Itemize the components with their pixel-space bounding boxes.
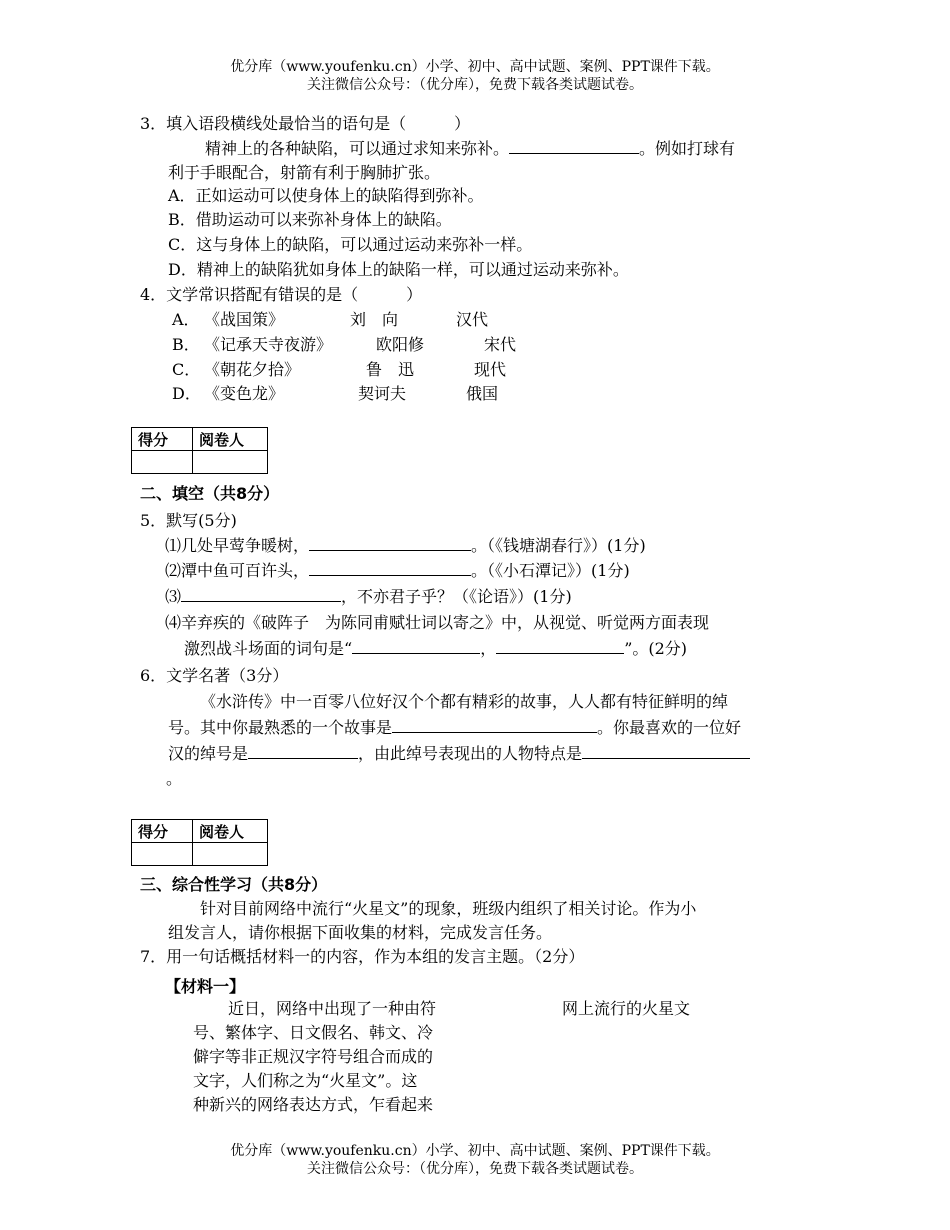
q5-line3 xyxy=(165,584,572,607)
material-1-title: 【材料一】 xyxy=(165,977,246,996)
score-cell xyxy=(132,451,193,474)
q5-line5-comma: ， xyxy=(480,639,497,658)
grader-cell xyxy=(193,451,268,474)
q5-line3-num: ⑶ xyxy=(165,587,182,606)
q5-line1 xyxy=(165,533,646,556)
q3-option-b: B．借助运动可以来弥补身体上的缺陷。 xyxy=(168,210,452,229)
q6-line2 xyxy=(168,715,741,738)
q6-blank-2 xyxy=(248,743,358,759)
grader-header: 阅卷人 xyxy=(193,820,268,843)
q6-blank-3 xyxy=(582,743,750,759)
q4-row-a-work: 《战国策》 xyxy=(204,310,285,329)
q5-line1-source: 。（《钱塘湖春行》）(1分) xyxy=(471,536,646,555)
q3-passage-line2: 利于手眼配合，射箭有利于胸肺扩张。 xyxy=(168,163,441,182)
q5-line5-text: 激烈战斗场面的词句是“ xyxy=(184,639,353,658)
score-header: 得分 xyxy=(132,428,193,451)
q3-option-c: C．这与身体上的缺陷，可以通过运动来弥补一样。 xyxy=(168,235,533,254)
q5-blank-1 xyxy=(309,535,471,551)
q5-line5-end: ”。(2分) xyxy=(624,639,688,658)
q5-line2-text: ⑵潭中鱼可百许头， xyxy=(165,561,310,580)
material-1-line-3: 僻字等非正规汉字符号组合而成的 xyxy=(193,1047,434,1066)
q4-row-d-work: 《变色龙》 xyxy=(204,384,285,403)
q6-line2-tail: 。你最喜欢的一位好 xyxy=(597,718,742,737)
q4-row-a-era: 汉代 xyxy=(456,310,489,329)
q6-line2-text: 号。其中你最熟悉的一个故事是 xyxy=(168,718,393,737)
q4-row-c-era: 现代 xyxy=(474,360,507,379)
grader-cell xyxy=(193,843,268,866)
score-table-1 xyxy=(131,427,268,474)
q6-line3 xyxy=(168,741,750,764)
score-table-2 xyxy=(131,819,268,866)
q4-row-a-letter: A． xyxy=(172,310,200,329)
q3-stem: 3．填入语段横线处最恰当的语句是（ ） xyxy=(140,114,471,133)
q6-stem: 6．文学名著（3分） xyxy=(140,666,289,685)
q4-row-b-era: 宋代 xyxy=(484,335,517,354)
material-1-line-4: 文字，人们称之为“火星文”。这 xyxy=(193,1071,418,1090)
q5-line5 xyxy=(184,636,687,659)
material-1-line-1: 近日，网络中出现了一种由符 xyxy=(228,999,437,1018)
q6-line3-tail: ，由此绰号表现出的人物特点是 xyxy=(358,744,583,763)
score-header: 得分 xyxy=(132,820,193,843)
score-cell xyxy=(132,843,193,866)
q5-line2 xyxy=(165,558,630,581)
q5-line1-text: ⑴几处早莺争暖树， xyxy=(165,536,310,555)
material-1-line-2: 号、繁体字、日文假名、韩文、冷 xyxy=(193,1023,434,1042)
q4-row-b-letter: B． xyxy=(172,335,200,354)
q3-passage-line1 xyxy=(205,136,735,159)
footer-line-1: 优分库（www.youfenku.cn）小学、初中、高中试题、案例、PPT课件下载。 xyxy=(230,1143,720,1159)
q4-row-d-era: 俄国 xyxy=(466,384,499,403)
q6-line1: 《水浒传》中一百零八位好汉个个都有精彩的故事，人人都有特征鲜明的绰 xyxy=(200,692,729,711)
q6-line4: 。 xyxy=(166,769,183,788)
q3-passage-b: 。例如打球有 xyxy=(639,139,736,158)
q5-blank-4b xyxy=(496,638,624,654)
q3-blank xyxy=(509,138,639,154)
q5-line3-source: ，不亦君子乎？（《论语》）(1分) xyxy=(341,587,572,606)
material-1-side-caption: 网上流行的火星文 xyxy=(562,999,691,1018)
q3-passage-a: 精神上的各种缺陷，可以通过求知来弥补。 xyxy=(205,139,510,158)
material-1-line-5: 种新兴的网络表达方式，乍看起来 xyxy=(193,1095,434,1114)
section2-title: 二、填空（共8分） xyxy=(140,484,280,503)
grader-header: 阅卷人 xyxy=(193,428,268,451)
q7-stem: 7．用一句话概括材料一的内容，作为本组的发言主题。（2分） xyxy=(140,947,585,966)
q6-blank-1 xyxy=(392,717,597,733)
q5-blank-4a xyxy=(352,638,480,654)
section3-intro-1: 针对目前网络中流行“火星文”的现象，班级内组织了相关讨论。作为小 xyxy=(200,899,697,918)
section3-title: 三、综合性学习（共8分） xyxy=(140,875,328,894)
q6-line3-text: 汉的绰号是 xyxy=(168,744,249,763)
q4-row-c-author: 鲁 迅 xyxy=(366,360,415,379)
section3-intro-2: 组发言人，请你根据下面收集的材料，完成发言任务。 xyxy=(168,923,553,942)
q4-row-c-work: 《朝花夕拾》 xyxy=(204,360,301,379)
q4-stem: 4．文学常识搭配有错误的是（ ） xyxy=(140,285,423,304)
q4-row-a-author: 刘 向 xyxy=(350,310,399,329)
q4-row-d-author: 契诃夫 xyxy=(358,384,407,403)
q5-blank-2 xyxy=(309,560,471,576)
header-line-2: 关注微信公众号：（优分库），免费下载各类试题试卷。 xyxy=(307,77,643,93)
q5-blank-3 xyxy=(181,586,341,602)
q4-row-d-letter: D． xyxy=(172,384,201,403)
q4-row-b-work: 《记承天寺夜游》 xyxy=(204,335,333,354)
q3-option-a: A．正如运动可以使身体上的缺陷得到弥补。 xyxy=(168,186,484,205)
q5-line4: ⑷辛弃疾的《破阵子 为陈同甫赋壮词以寄之》中，从视觉、听觉两方面表现 xyxy=(165,613,710,632)
header-line-1: 优分库（www.youfenku.cn）小学、初中、高中试题、案例、PPT课件下载。 xyxy=(230,59,720,75)
q4-row-b-author: 欧阳修 xyxy=(376,335,425,354)
q5-line2-source: 。（《小石潭记》）(1分) xyxy=(471,561,630,580)
q5-stem: 5．默写(5分) xyxy=(140,511,237,530)
q3-option-d: D．精神上的缺陷犹如身体上的缺陷一样，可以通过运动来弥补。 xyxy=(168,260,629,279)
q4-row-c-letter: C． xyxy=(172,360,201,379)
footer-line-2: 关注微信公众号：（优分库），免费下载各类试题试卷。 xyxy=(307,1161,643,1177)
